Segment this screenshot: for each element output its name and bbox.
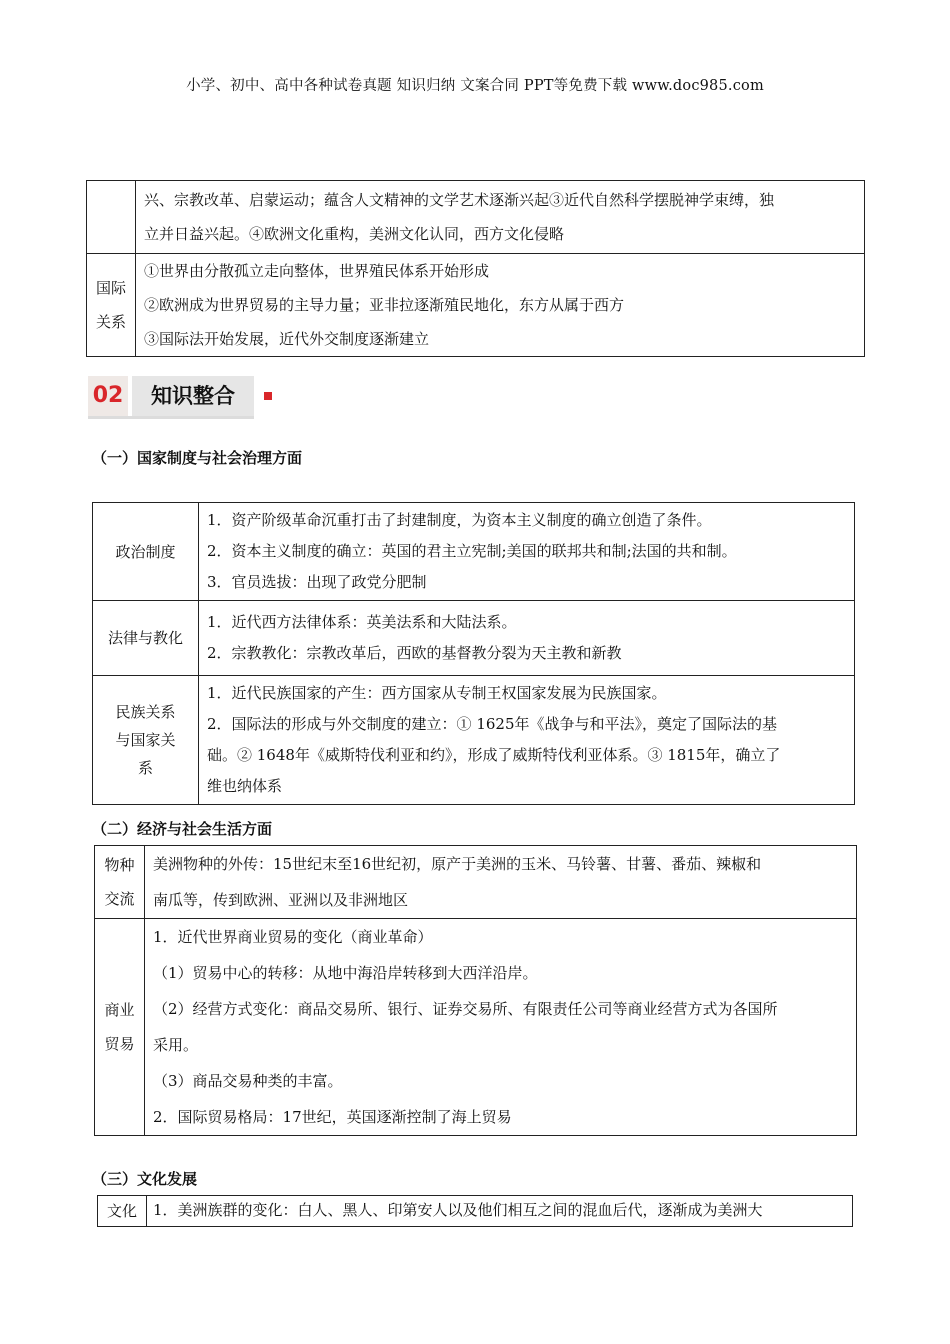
row-label — [93, 601, 199, 676]
section-heading: （三）文化发展 — [92, 1170, 198, 1188]
label-line: 系 — [137, 759, 153, 777]
row-label — [93, 676, 199, 805]
label-line: 交流 — [104, 890, 135, 908]
content-line: 1．资产阶级革命沉重打击了封建制度，为资本主义制度的确立创造了条件。 — [207, 511, 712, 529]
table-row — [87, 181, 865, 254]
label-line: 物种 — [104, 856, 135, 874]
content-line: （1）贸易中心的转移：从地中海沿岸转移到大西洋沿岸。 — [153, 964, 538, 982]
label-line: 政治制度 — [115, 542, 176, 561]
label-line: 国际 — [95, 279, 126, 297]
content-line: ③国际法开始发展，近代外交制度逐渐建立 — [144, 330, 430, 348]
label-line: 贸易 — [104, 1035, 135, 1053]
row-content — [136, 181, 865, 254]
page-header: 小学、初中、高中各种试卷真题 知识归纳 文案合同 PPT等免费下载 www.doc985.com — [186, 78, 764, 94]
section-heading: （一）国家制度与社会治理方面 — [92, 449, 303, 467]
row-content — [147, 1196, 853, 1227]
label-line: 民族关系 — [115, 703, 176, 721]
row-content — [145, 919, 857, 1136]
label-line: 关系 — [95, 313, 126, 331]
section-badge — [88, 376, 270, 416]
row-label — [87, 254, 136, 357]
content-line: （3）商品交易种类的丰富。 — [153, 1072, 343, 1090]
table-row — [87, 254, 865, 357]
content-line: 2．资本主义制度的确立：英国的君主立宪制;美国的联邦共和制;法国的共和制。 — [207, 542, 737, 560]
table-row — [95, 919, 857, 1136]
row-content — [199, 601, 855, 676]
row-content — [199, 676, 855, 805]
table-row — [95, 846, 857, 919]
table-culture — [97, 1195, 853, 1227]
table-intl-relations — [86, 180, 865, 357]
content-line: 美洲物种的外传：15世纪末至16世纪初，原产于美洲的玉米、马铃薯、甘薯、番茄、辣椒和 — [153, 855, 762, 873]
content-line: 础。② 1648年《威斯特伐利亚和约》，形成了威斯特伐利亚体系。③ 1815年，确立了 — [207, 746, 781, 764]
table-row — [98, 1196, 853, 1227]
row-label — [95, 919, 145, 1136]
content-line: 南瓜等，传到欧洲、亚洲以及非洲地区 — [153, 891, 409, 909]
content-line: 采用。 — [153, 1036, 199, 1054]
badge-square-icon — [264, 392, 272, 400]
table-row — [93, 601, 855, 676]
table-row — [93, 676, 855, 805]
table-row — [93, 503, 855, 601]
content-line: 立并日益兴起。④欧洲文化重构，美洲文化认同，西方文化侵略 — [144, 225, 565, 243]
content-line: 1．近代西方法律体系：英美法系和大陆法系。 — [207, 613, 517, 631]
row-label — [98, 1196, 147, 1227]
content-line: 2．国际贸易格局：17世纪，英国逐渐控制了海上贸易 — [153, 1108, 512, 1126]
row-label — [95, 846, 145, 919]
content-line: 1．近代民族国家的产生：西方国家从专制王权国家发展为民族国家。 — [207, 684, 667, 702]
label-line: 文化 — [106, 1202, 137, 1220]
section-heading: （二）经济与社会生活方面 — [92, 820, 273, 838]
content-line: 兴、宗教改革、启蒙运动；蕴含人文精神的文学艺术逐渐兴起③近代自然科学摆脱神学束缚，独 — [144, 191, 775, 209]
content-line: 3．官员选拔：出现了政党分肥制 — [207, 573, 427, 591]
content-line: 2．国际法的形成与外交制度的建立：① 1625年《战争与和平法》，奠定了国际法的基 — [207, 715, 777, 733]
content-line: （2）经营方式变化：商品交易所、银行、证券交易所、有限责任公司等商业经营方式为各国所 — [153, 1000, 778, 1018]
label-line: 与国家关 — [115, 731, 176, 749]
table-state-governance — [92, 502, 855, 805]
content-line: 维也纳体系 — [207, 777, 283, 795]
content-line: 1．近代世界商业贸易的变化（商业革命） — [153, 928, 433, 946]
table-economy — [94, 845, 857, 1136]
row-label — [93, 503, 199, 601]
content-line: 2．宗教教化：宗教改革后，西欧的基督教分裂为天主教和新教 — [207, 644, 622, 662]
row-content — [136, 254, 865, 357]
content-line: ②欧洲成为世界贸易的主导力量；亚非拉逐渐殖民地化，东方从属于西方 — [144, 296, 625, 314]
row-content — [199, 503, 855, 601]
section-number: 02 — [88, 376, 128, 416]
row-content — [145, 846, 857, 919]
label-line: 商业 — [104, 1001, 135, 1019]
section-title: 知识整合 — [132, 376, 254, 416]
content-line: ①世界由分散孤立走向整体，世界殖民体系开始形成 — [144, 262, 490, 280]
content-line: 1．美洲族群的变化：白人、黑人、印第安人以及他们相互之间的混血后代，逐渐成为美洲大 — [153, 1201, 763, 1219]
label-line: 法律与教化 — [107, 629, 183, 647]
badge-underline — [88, 416, 254, 419]
row-label — [87, 181, 136, 254]
